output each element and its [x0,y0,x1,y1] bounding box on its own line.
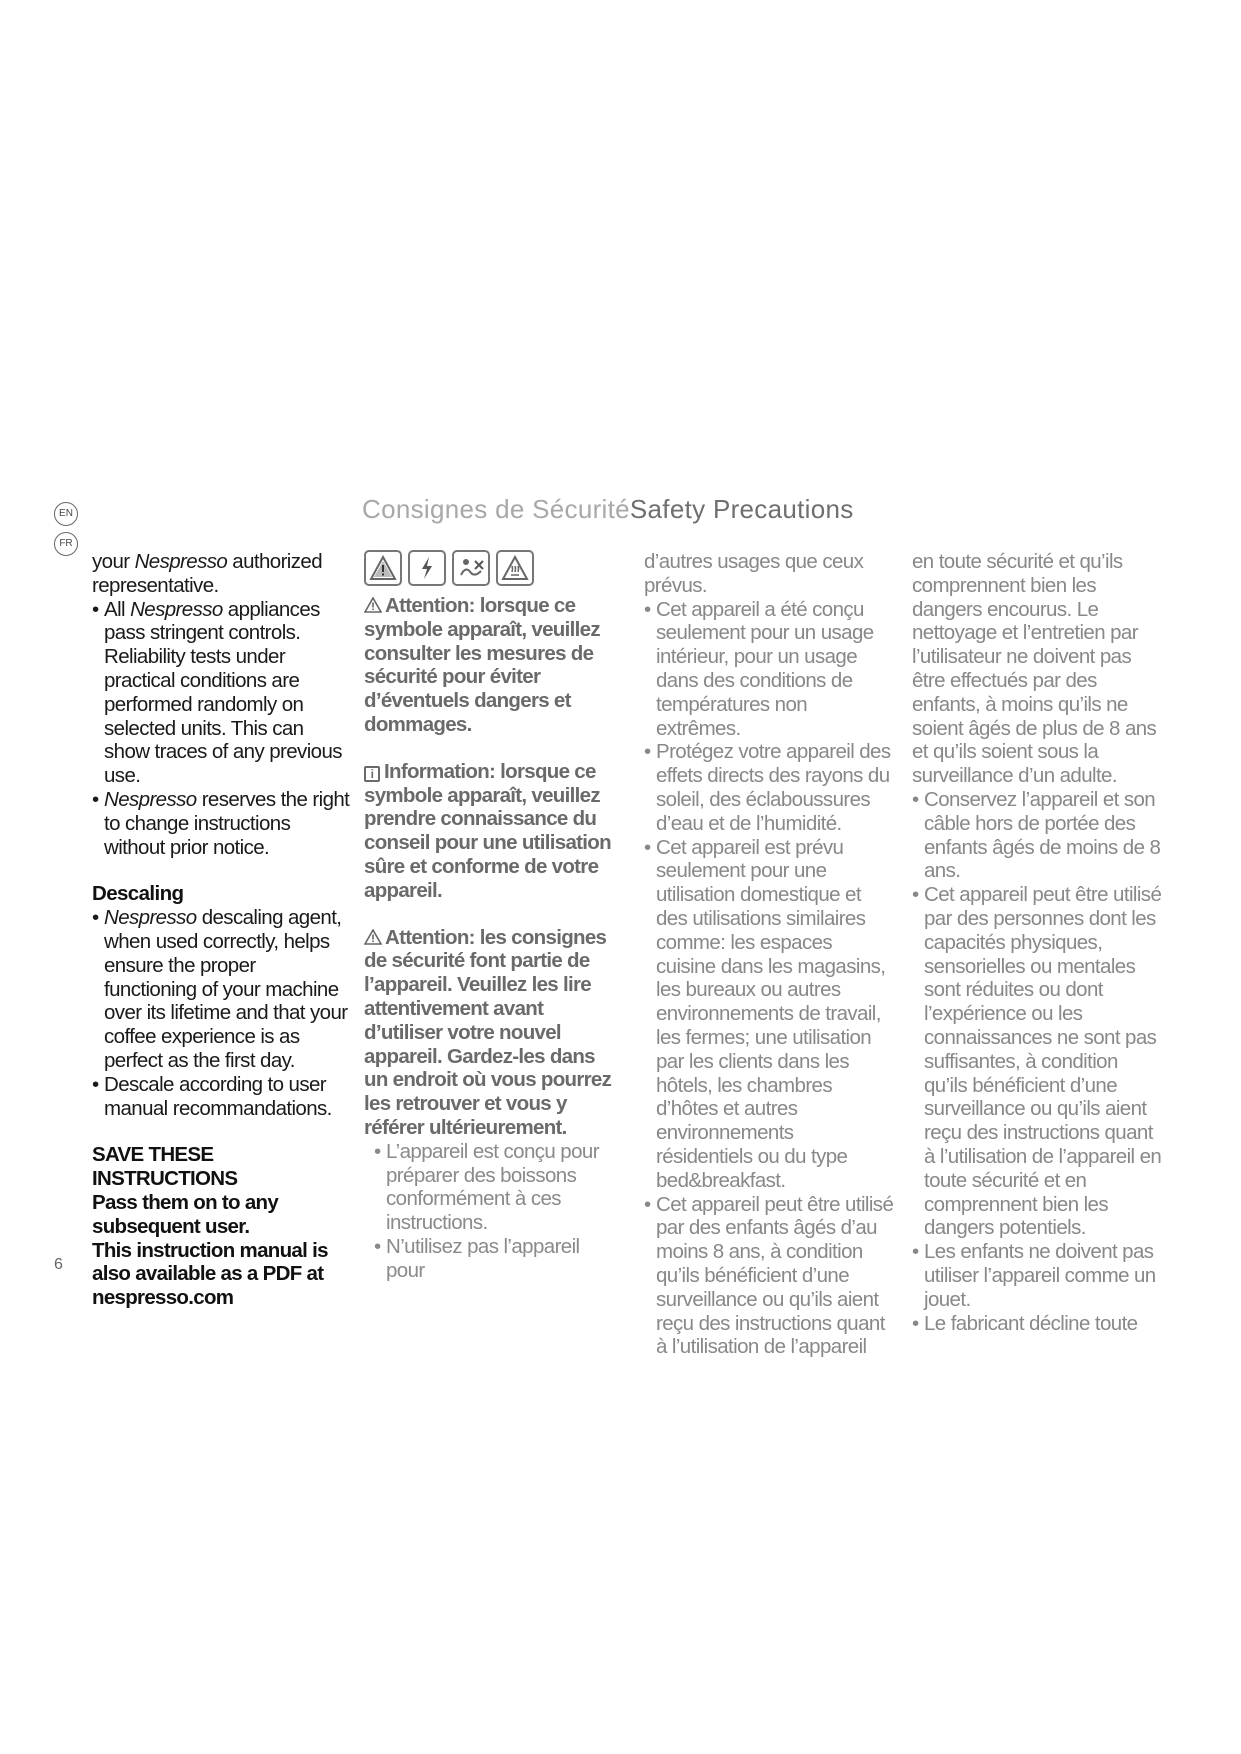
list-item: • Protégez votre appareil des effets directs des rayons du soleil, des éclaboussures d’eau et de l’humidité. [644,740,894,835]
pdf-availability-note: This instruction manual is also available as a PDF at nespresso.com [92,1238,328,1310]
english-column [92,550,352,1310]
list-item: • Cet appareil peut être utilisé par des enfants âgés d’au moins 8 ans, à condition qu’ils bénéficient d’une surveillance ou qu’ils aient reçu des instructions quant à l’utilisation de l’appareil [644,1193,894,1360]
attention-note: Attention: les consignes de sécurité font partie de l’appareil. Veuillez les lire attentivement avant d’utiliser votre nouvel appareil. Gardez-les dans un endroit où vous pourrez les retrouver et vous y référer ultérieurement. [364,925,612,1139]
french-column-2 [644,550,894,1359]
list-item: • Cet appareil a été conçu seulement pour un usage intérieur, pour un usage dans des conditions de températures non extrêmes. [644,598,894,741]
list-item: • Cet appareil est prévu seulement pour une utilisation domestique et des utilisations similaires comme: les espaces cuisine dans les magasins, les bureaux ou autres environnements de travail, les fermes; une utilisation par les clients dans les hôtels, les chambres d’hôtes et autres environnements résidentiels ou du type bed&breakfast. [644,836,894,1193]
french-column-3 [912,550,1164,1335]
list-item: • Le fabricant décline toute [912,1312,1164,1336]
warning-icon [364,550,402,586]
list-item: • N’utilisez pas l’appareil pour [374,1235,614,1283]
continued-text: en toute sécurité et qu’ils comprennent bien les dangers encourus. Le nettoyage et l’entretien par l’utilisateur ne doivent pas être effectués par des enfants, à moins qu’ils ne soient âgés de plus de 8 ans et qu’ils soient sous la surveillance d’un adulte. [912,550,1157,788]
warning-icon [364,597,382,613]
list-item: • L’appareil est conçu pour préparer des boissons conformément à ces instructions. [374,1140,614,1235]
warning-icon [364,929,382,945]
list-item: • Descale according to user manual recommandations. [92,1073,352,1121]
title-en: Safety Precautions [629,494,854,524]
continued-text: d’autres usages que ceux prévus. [644,550,864,597]
list-item: • All Nespresso appliances pass stringent controls. Reliability tests under practical conditions are performed randomly on selected units. This can show traces of any previous use. [92,598,352,788]
title-fr: Consignes de Sécurité [362,494,630,524]
save-instructions-heading: SAVE THESE INSTRUCTIONS [92,1143,238,1191]
language-badge-en: EN [54,502,78,526]
no-children-icon [452,550,490,586]
hot-surface-icon [496,550,534,586]
continued-text: your Nespresso authorized representative. [92,550,323,597]
page-title [362,494,882,525]
list-item: • Les enfants ne doivent pas utiliser l’appareil comme un jouet. [912,1240,1164,1311]
info-icon: i [364,766,380,782]
language-badge-fr: FR [54,532,78,556]
french-column-1 [364,550,614,1283]
page-number: 6 [54,1256,63,1273]
list-item: • Cet appareil peut être utilisé par des personnes dont les capacités physiques, sensorielles ou mentales sont réduites ou dont l’expérience ou les connaissances ne sont pas suffisantes, à condition qu’ils bénéficient d’une surveillance ou qu’ils aient reçu des instructions quant à l’utilisation de l’appareil en toute sécurité et en comprennent bien les dangers potentiels. [912,883,1164,1240]
safety-symbols [364,550,614,586]
electric-icon [408,550,446,586]
list-item: • Conservez l’appareil et son câble hors de portée des enfants âgés de moins de 8 ans. [912,788,1164,883]
information-note: i Information: lorsque ce symbole apparaît, veuillez prendre connaissance du conseil pour une utilisation sûre et conforme de votre appareil. [364,759,611,902]
save-instructions-line: Pass them on to any subsequent user. [92,1190,279,1238]
attention-note: Attention: lorsque ce symbole apparaît, veuillez consulter les mesures de sécurité pour éviter d’éventuels dangers et dommages. [364,594,600,736]
section-heading-descaling: Descaling [92,882,184,906]
list-item: • Nespresso reserves the right to change instructions without prior notice. [92,788,352,859]
list-item: • Nespresso descaling agent, when used correctly, helps ensure the proper functioning of your machine over its lifetime and that your coffee experience is as perfect as the first day. [92,906,352,1073]
